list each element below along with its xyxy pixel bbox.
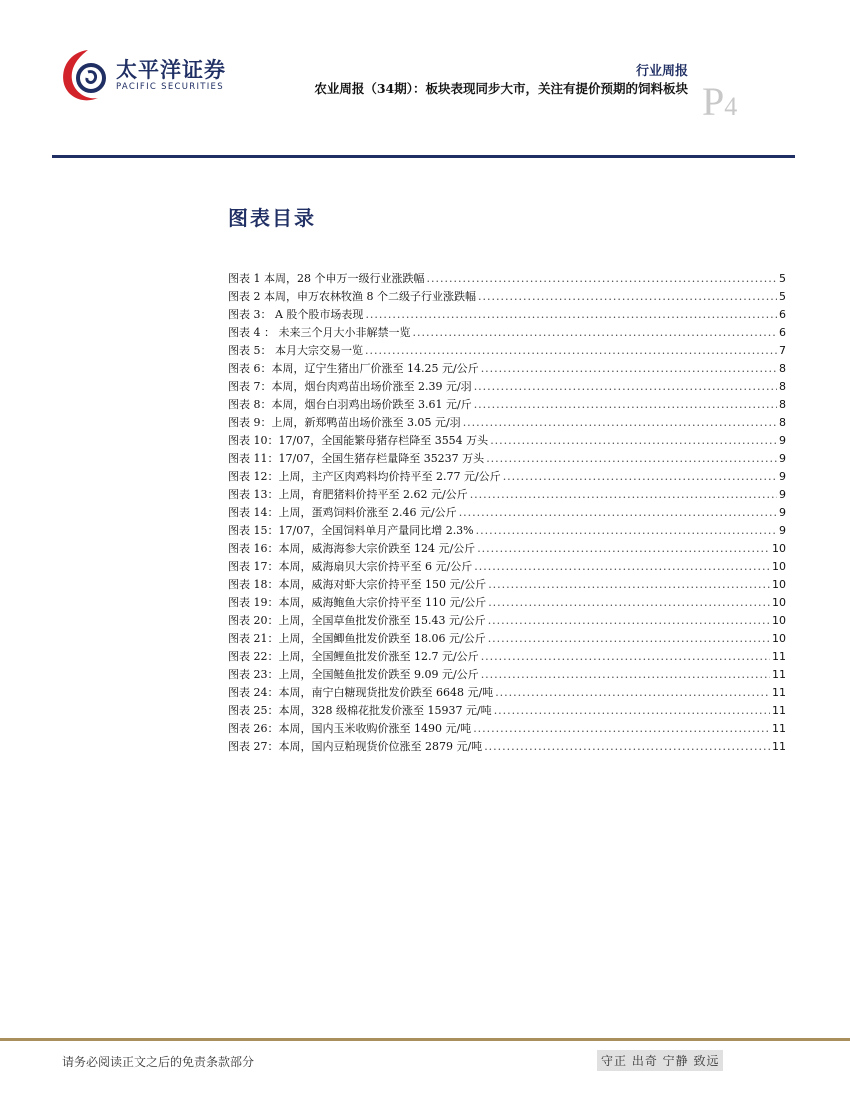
toc-leader-dots — [481, 668, 770, 681]
toc-entry-page: 5 — [779, 290, 786, 303]
toc-entry-label: 图表 6：本周，辽宁生猪出厂价涨至 14.25 元/公斤 — [228, 362, 479, 375]
toc-entry-page: 10 — [772, 560, 786, 573]
toc-entry-label: 图表 23：上周，全国鲢鱼批发价跌至 9.09 元/公斤 — [228, 668, 479, 681]
toc-entry[interactable] — [228, 720, 786, 738]
toc-leader-dots — [488, 632, 770, 645]
logo-english-name: PACIFIC SECURITIES — [116, 82, 224, 92]
toc-leader-dots — [481, 650, 770, 663]
toc-leader-dots — [490, 434, 777, 447]
toc-entry[interactable] — [228, 702, 786, 720]
toc-entry-page: 10 — [772, 542, 786, 555]
toc-leader-dots — [481, 362, 777, 375]
toc-entry-page: 8 — [779, 362, 786, 375]
toc-entry[interactable] — [228, 486, 786, 504]
toc-entry-label: 图表 16：本周，威海海参大宗价跌至 124 元/公斤 — [228, 542, 476, 555]
toc-leader-dots — [426, 272, 777, 285]
pacific-securities-logo-icon — [58, 46, 114, 106]
toc-entry-label: 图表 26：本周，国内玉米收购价涨至 1490 元/吨 — [228, 722, 472, 735]
report-title: 农业周报（34期）：板块表现同步大市，关注有提价预期的饲料板块 — [314, 81, 688, 96]
toc-leader-dots — [477, 542, 770, 555]
toc-entry-page: 11 — [772, 704, 786, 717]
toc-entry[interactable] — [228, 738, 786, 756]
toc-leader-dots — [365, 344, 777, 357]
toc-entry-page: 6 — [779, 308, 786, 321]
toc-entry-page: 10 — [772, 596, 786, 609]
toc-entry[interactable] — [228, 342, 786, 360]
toc-leader-dots — [473, 722, 770, 735]
toc-entry-label: 图表 15：17/07，全国饲料单月产量同比增 2.3% — [228, 524, 474, 537]
page-number-value: 4 — [724, 92, 738, 121]
toc-entry-page: 9 — [779, 488, 786, 501]
toc-entry-label: 图表 5： 本月大宗交易一览 — [228, 344, 363, 357]
toc-leader-dots — [365, 308, 777, 321]
toc-entry-page: 10 — [772, 614, 786, 627]
toc-entry-page: 9 — [779, 470, 786, 483]
toc-entry-label: 图表 25：本周，328 级棉花批发价涨至 15937 元/吨 — [228, 704, 492, 717]
toc-leader-dots — [495, 686, 770, 699]
toc-leader-dots — [488, 578, 770, 591]
toc-entry-page: 6 — [779, 326, 786, 339]
footer-disclaimer: 请务必阅读正文之后的免责条款部分 — [62, 1055, 255, 1069]
page-prefix: P — [702, 79, 725, 124]
toc-entry-label: 图表 8：本周，烟台白羽鸡出场价跌至 3.61 元/斤 — [228, 398, 472, 411]
toc-entry-page: 11 — [772, 686, 786, 699]
toc-entry-page: 7 — [779, 344, 786, 357]
toc-entry[interactable] — [228, 288, 786, 306]
toc-leader-dots — [503, 470, 777, 483]
toc-entry-label: 图表 20：上周，全国草鱼批发价涨至 15.43 元/公斤 — [228, 614, 486, 627]
toc-entry[interactable] — [228, 306, 786, 324]
report-type: 行业周报 — [635, 64, 688, 79]
toc-leader-dots — [459, 506, 777, 519]
toc-leader-dots — [474, 560, 770, 573]
toc-entry[interactable] — [228, 270, 786, 288]
toc-entry-page: 9 — [779, 506, 786, 519]
toc-entry[interactable] — [228, 468, 786, 486]
toc-entry[interactable] — [228, 378, 786, 396]
toc-entry-label: 图表 3： A 股个股市场表现 — [228, 308, 364, 321]
toc-entry-label: 图表 4 ： 未来三个月大小非解禁一览 — [228, 326, 411, 339]
toc-entry[interactable] — [228, 450, 786, 468]
toc-entry-page: 10 — [772, 632, 786, 645]
toc-entry-label: 图表 2 本周，申万农林牧渔 8 个二级子行业涨跌幅 — [228, 290, 476, 303]
toc-entry[interactable] — [228, 612, 786, 630]
toc-leader-dots — [413, 326, 778, 339]
toc-entry-page: 8 — [779, 416, 786, 429]
toc-entry-label: 图表 22：上周，全国鲤鱼批发价涨至 12.7 元/公斤 — [228, 650, 479, 663]
toc-entry[interactable] — [228, 576, 786, 594]
toc-entry[interactable] — [228, 432, 786, 450]
toc-entry[interactable] — [228, 522, 786, 540]
footer-motto: 守正 出奇 宁静 致远 — [597, 1050, 723, 1071]
toc-leader-dots — [476, 524, 777, 537]
toc-entry[interactable] — [228, 684, 786, 702]
toc-entry-label: 图表 13：上周，育肥猪料价持平至 2.62 元/公斤 — [228, 488, 468, 501]
toc-leader-dots — [488, 596, 770, 609]
toc-leader-dots — [488, 614, 770, 627]
toc-entry-label: 图表 17：本周，威海扇贝大宗价持平至 6 元/公斤 — [228, 560, 473, 573]
toc-leader-dots — [494, 704, 770, 717]
toc-entry[interactable] — [228, 630, 786, 648]
logo-chinese-name: 太平洋证券 — [116, 58, 226, 82]
toc-leader-dots — [478, 290, 777, 303]
toc-entry-page: 9 — [779, 452, 786, 465]
toc-list — [228, 270, 786, 756]
toc-entry[interactable] — [228, 666, 786, 684]
toc-entry-label: 图表 11：17/07，全国生猪存栏量降至 35237 万头 — [228, 452, 485, 465]
toc-entry-label: 图表 1 本周，28 个申万一级行业涨跌幅 — [228, 272, 425, 285]
toc-entry-label: 图表 19：本周，威海鲍鱼大宗价持平至 110 元/公斤 — [228, 596, 487, 609]
toc-entry[interactable] — [228, 396, 786, 414]
toc-leader-dots — [474, 380, 777, 393]
toc-entry-label: 图表 10：17/07，全国能繁母猪存栏降至 3554 万头 — [228, 434, 489, 447]
header-divider — [52, 155, 795, 158]
footer-divider — [0, 1038, 850, 1041]
toc-entry-label: 图表 24：本周，南宁白糖现货批发价跌至 6648 元/吨 — [228, 686, 494, 699]
toc-entry[interactable] — [228, 648, 786, 666]
toc-entry[interactable] — [228, 594, 786, 612]
toc-entry-page: 11 — [772, 650, 786, 663]
toc-entry-label: 图表 18：本周，威海对虾大宗价持平至 150 元/公斤 — [228, 578, 487, 591]
toc-entry[interactable] — [228, 504, 786, 522]
toc-entry-page: 10 — [772, 578, 786, 591]
toc-entry-label: 图表 12：上周，主产区肉鸡料均价持平至 2.77 元/公斤 — [228, 470, 501, 483]
toc-title: 图表目录 — [228, 206, 316, 230]
toc-leader-dots — [486, 452, 777, 465]
toc-entry-page: 8 — [779, 398, 786, 411]
toc-entry-page: 11 — [772, 740, 786, 753]
toc-entry-page: 11 — [772, 668, 786, 681]
toc-entry-label: 图表 9：上周，新郑鸭苗出场价涨至 3.05 元/羽 — [228, 416, 461, 429]
toc-entry[interactable] — [228, 360, 786, 378]
toc-entry[interactable] — [228, 558, 786, 576]
toc-leader-dots — [474, 398, 777, 411]
toc-entry[interactable] — [228, 540, 786, 558]
toc-entry[interactable] — [228, 414, 786, 432]
toc-entry-page: 11 — [772, 722, 786, 735]
toc-entry-label: 图表 14：上周，蛋鸡饲料价涨至 2.46 元/公斤 — [228, 506, 457, 519]
toc-entry-label: 图表 21：上周，全国鲫鱼批发价跌至 18.06 元/公斤 — [228, 632, 486, 645]
toc-entry-page: 5 — [779, 272, 786, 285]
toc-leader-dots — [484, 740, 770, 753]
toc-entry-page: 8 — [779, 380, 786, 393]
toc-entry-page: 9 — [779, 434, 786, 447]
toc-leader-dots — [463, 416, 777, 429]
page-number — [702, 78, 737, 125]
company-logo — [58, 46, 228, 110]
toc-entry-label: 图表 7：本周，烟台肉鸡苗出场价涨至 2.39 元/羽 — [228, 380, 472, 393]
toc-entry-label: 图表 27：本周，国内豆粕现货价位涨至 2879 元/吨 — [228, 740, 483, 753]
toc-entry-page: 9 — [779, 524, 786, 537]
toc-leader-dots — [470, 488, 777, 501]
toc-entry[interactable] — [228, 324, 786, 342]
